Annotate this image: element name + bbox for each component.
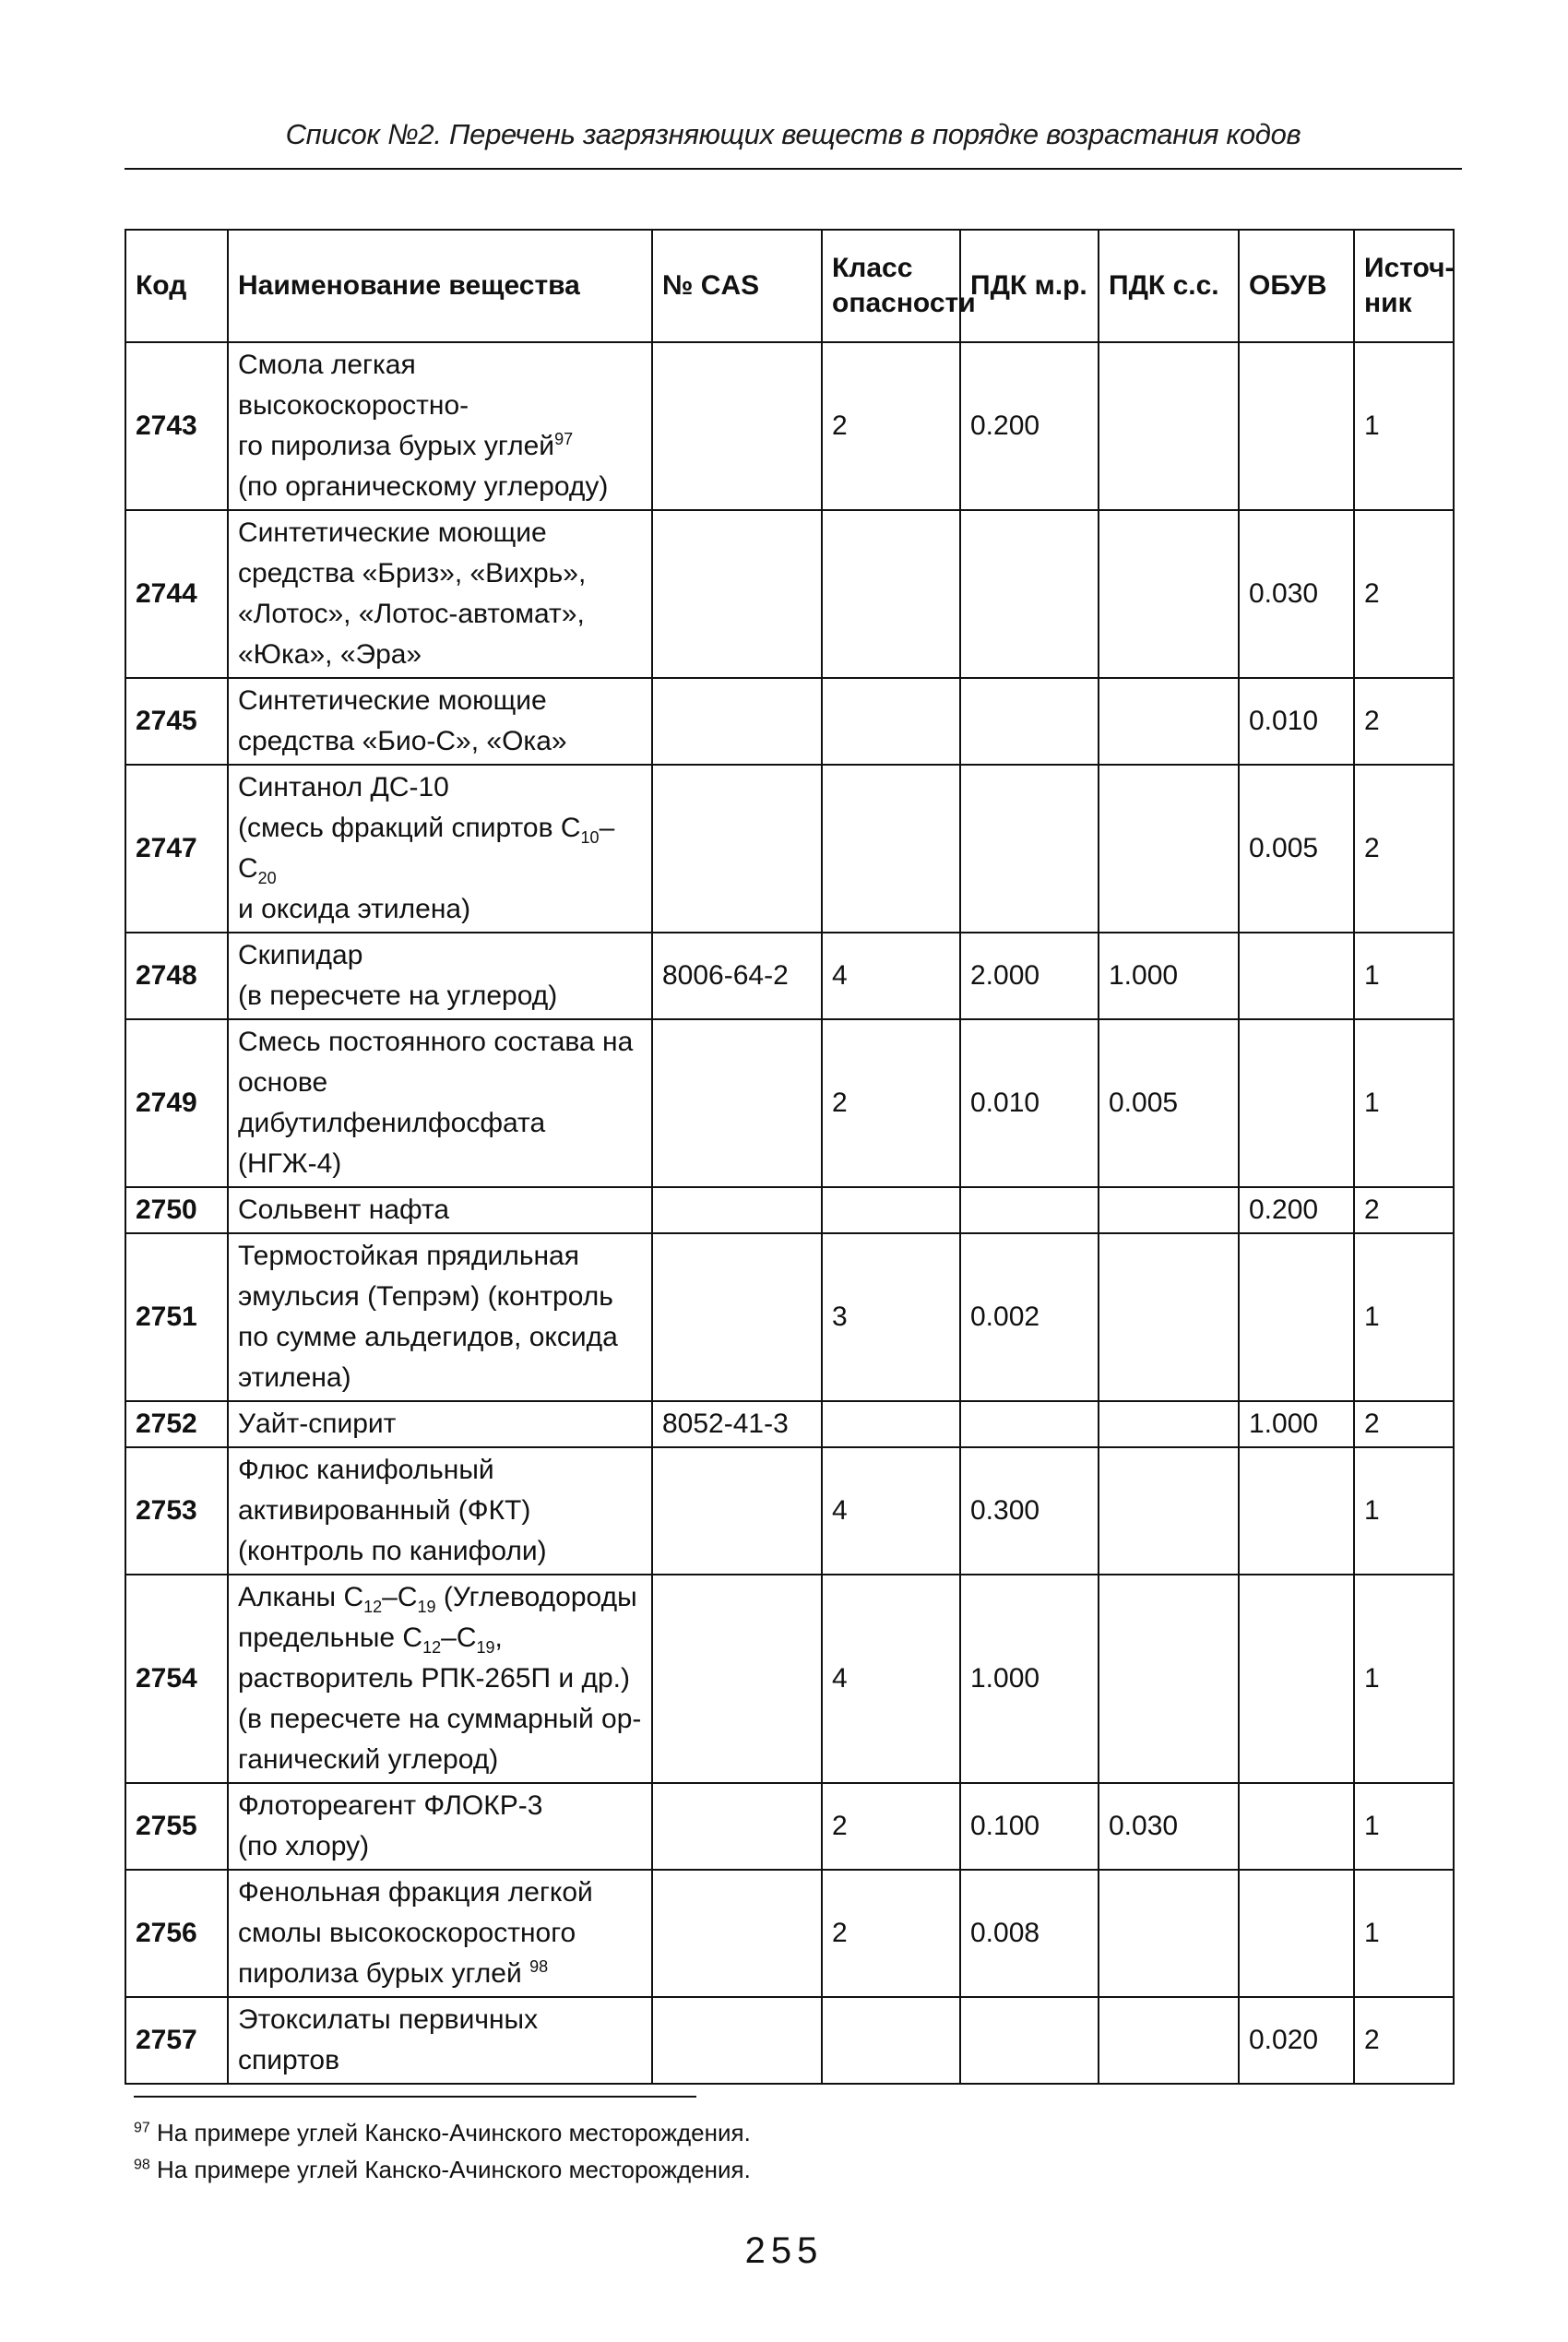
cell-obuv: 0.005 <box>1239 765 1354 933</box>
cell-source: 1 <box>1354 342 1454 510</box>
cell-cas <box>652 1233 822 1401</box>
cell-substance-name: Сольвент нафта <box>228 1187 652 1233</box>
pollutants-table <box>125 229 1455 2085</box>
cell-pdk-mr <box>960 510 1099 678</box>
cell-source: 1 <box>1354 1233 1454 1401</box>
cell-pdk-mr: 0.008 <box>960 1870 1099 1997</box>
cell-code: 2751 <box>125 1233 228 1401</box>
table-row <box>125 1575 1454 1783</box>
table-row <box>125 765 1454 933</box>
cell-source: 1 <box>1354 1870 1454 1997</box>
table-row <box>125 678 1454 765</box>
cell-substance-name: Синтетические моющие средства «Био-С», «Ока» <box>228 678 652 765</box>
cell-code: 2749 <box>125 1019 228 1187</box>
cell-substance-name: Смесь постоянного состава на основе дибутилфенилфосфата (НГЖ-4) <box>228 1019 652 1187</box>
cell-source: 1 <box>1354 933 1454 1019</box>
cell-source: 2 <box>1354 1997 1454 2084</box>
cell-code: 2753 <box>125 1447 228 1575</box>
cell-hazard-class: 3 <box>822 1233 960 1401</box>
cell-source: 2 <box>1354 1401 1454 1447</box>
cell-cas <box>652 1870 822 1997</box>
cell-code: 2756 <box>125 1870 228 1997</box>
cell-cas: 8006-64-2 <box>652 933 822 1019</box>
cell-code: 2755 <box>125 1783 228 1870</box>
cell-pdk-mr: 2.000 <box>960 933 1099 1019</box>
cell-obuv: 0.020 <box>1239 1997 1354 2084</box>
cell-cas <box>652 765 822 933</box>
cell-hazard-class: 2 <box>822 1019 960 1187</box>
table-row <box>125 933 1454 1019</box>
cell-pdk-ss: 0.005 <box>1099 1019 1239 1187</box>
cell-pdk-ss <box>1099 678 1239 765</box>
cell-pdk-ss <box>1099 1187 1239 1233</box>
cell-hazard-class <box>822 765 960 933</box>
cell-substance-name: Флюс канифольный активированный (ФКТ) (контроль по канифоли) <box>228 1447 652 1575</box>
cell-obuv <box>1239 1447 1354 1575</box>
cell-obuv: 0.200 <box>1239 1187 1354 1233</box>
cell-source: 1 <box>1354 1019 1454 1187</box>
cell-obuv <box>1239 933 1354 1019</box>
cell-cas <box>652 1575 822 1783</box>
cell-pdk-ss <box>1099 1870 1239 1997</box>
cell-pdk-ss <box>1099 342 1239 510</box>
cell-pdk-ss <box>1099 1575 1239 1783</box>
cell-source: 2 <box>1354 678 1454 765</box>
cell-code: 2745 <box>125 678 228 765</box>
cell-source: 2 <box>1354 1187 1454 1233</box>
cell-hazard-class <box>822 1401 960 1447</box>
cell-substance-name: Синтетические моющие средства «Бриз», «Вихрь», «Лотос», «Лотос-автомат», «Юка», «Эра» <box>228 510 652 678</box>
cell-substance-name: Алканы $С_{12}-С_{19}$ (Углеводороды предельные $С_{12}-С_{19}$, растворитель РПК-265П и др.) (в пересчете на суммарный ор- ганический углерод) <box>228 1575 652 1783</box>
table-row <box>125 1447 1454 1575</box>
cell-cas <box>652 1447 822 1575</box>
cell-pdk-mr <box>960 1997 1099 2084</box>
cell-pdk-mr: 0.200 <box>960 342 1099 510</box>
cell-cas <box>652 510 822 678</box>
cell-obuv <box>1239 1019 1354 1187</box>
header-code: Код <box>125 230 228 342</box>
table-row <box>125 510 1454 678</box>
footnote-97: $^{97}$ На примере углей Канско-Ачинского месторождения. <box>134 2119 751 2146</box>
cell-code: 2748 <box>125 933 228 1019</box>
cell-obuv <box>1239 342 1354 510</box>
cell-code: 2752 <box>125 1401 228 1447</box>
table-row <box>125 342 1454 510</box>
cell-pdk-mr: 0.100 <box>960 1783 1099 1870</box>
cell-source: 1 <box>1354 1447 1454 1575</box>
cell-pdk-mr <box>960 1401 1099 1447</box>
cell-hazard-class: 4 <box>822 1575 960 1783</box>
table-row <box>125 1019 1454 1187</box>
cell-substance-name: Уайт-спирит <box>228 1401 652 1447</box>
cell-code: 2744 <box>125 510 228 678</box>
header-obuv: ОБУВ <box>1239 230 1354 342</box>
cell-obuv: 0.010 <box>1239 678 1354 765</box>
cell-cas <box>652 1187 822 1233</box>
cell-pdk-mr: 0.300 <box>960 1447 1099 1575</box>
cell-substance-name: Этоксилаты первичных спиртов <box>228 1997 652 2084</box>
footnotes <box>134 2114 751 2188</box>
cell-code: 2750 <box>125 1187 228 1233</box>
cell-hazard-class <box>822 1187 960 1233</box>
footnote-rule <box>134 2096 696 2098</box>
table-row <box>125 1187 1454 1233</box>
header-pdk-mr: ПДК м.р. <box>960 230 1099 342</box>
cell-hazard-class: 4 <box>822 1447 960 1575</box>
cell-cas <box>652 678 822 765</box>
cell-obuv <box>1239 1575 1354 1783</box>
cell-pdk-mr: 0.002 <box>960 1233 1099 1401</box>
cell-substance-name: Синтанол ДС-10 (смесь фракций спиртов $С_{10}-С_{20}$ и оксида этилена) <box>228 765 652 933</box>
cell-pdk-ss <box>1099 1997 1239 2084</box>
cell-hazard-class <box>822 510 960 678</box>
cell-pdk-ss <box>1099 765 1239 933</box>
header-hazard-class: Класс опасности <box>822 230 960 342</box>
footnote-98: $^{98}$ На примере углей Канско-Ачинского месторождения. <box>134 2156 751 2183</box>
cell-obuv: 0.030 <box>1239 510 1354 678</box>
cell-pdk-mr <box>960 765 1099 933</box>
cell-pdk-ss <box>1099 510 1239 678</box>
cell-pdk-mr: 0.010 <box>960 1019 1099 1187</box>
cell-pdk-ss: 0.030 <box>1099 1783 1239 1870</box>
cell-pdk-mr <box>960 678 1099 765</box>
cell-code: 2743 <box>125 342 228 510</box>
header-pdk-ss: ПДК с.с. <box>1099 230 1239 342</box>
cell-substance-name: Скипидар (в пересчете на углерод) <box>228 933 652 1019</box>
table-row <box>125 1870 1454 1997</box>
table-row <box>125 1783 1454 1870</box>
cell-hazard-class: 2 <box>822 1783 960 1870</box>
cell-pdk-mr <box>960 1187 1099 1233</box>
cell-obuv <box>1239 1233 1354 1401</box>
page-number: 255 <box>744 2230 824 2271</box>
cell-pdk-ss: 1.000 <box>1099 933 1239 1019</box>
table-row <box>125 1401 1454 1447</box>
cell-cas <box>652 1783 822 1870</box>
cell-hazard-class: 4 <box>822 933 960 1019</box>
header-cas: № CAS <box>652 230 822 342</box>
cell-source: 2 <box>1354 765 1454 933</box>
cell-hazard-class: 2 <box>822 342 960 510</box>
cell-obuv: 1.000 <box>1239 1401 1354 1447</box>
header-rule <box>125 168 1462 170</box>
cell-pdk-mr: 1.000 <box>960 1575 1099 1783</box>
table-header-row <box>125 230 1454 342</box>
cell-hazard-class: 2 <box>822 1870 960 1997</box>
header-name: Наименование вещества <box>228 230 652 342</box>
cell-pdk-ss <box>1099 1401 1239 1447</box>
cell-source: 1 <box>1354 1783 1454 1870</box>
cell-code: 2754 <box>125 1575 228 1783</box>
cell-substance-name: Термостойкая прядильная эмульсия (Тепрэм) (контроль по сумме альдегидов, оксида этилена) <box>228 1233 652 1401</box>
cell-cas <box>652 1997 822 2084</box>
cell-obuv <box>1239 1783 1354 1870</box>
header-source: Источ-ник <box>1354 230 1454 342</box>
cell-substance-name: Смола легкая высокоскоростно- го пиролиза бурых углей$^{97}$ (по органическому углероду) <box>228 342 652 510</box>
cell-source: 2 <box>1354 510 1454 678</box>
table-row <box>125 1233 1454 1401</box>
table-body <box>125 342 1454 2084</box>
running-head: Список №2. Перечень загрязняющих веществ в порядке возрастания кодов <box>285 118 1301 150</box>
cell-substance-name: Флотореагент ФЛОКР-3 (по хлору) <box>228 1783 652 1870</box>
cell-code: 2747 <box>125 765 228 933</box>
cell-obuv <box>1239 1870 1354 1997</box>
cell-pdk-ss <box>1099 1233 1239 1401</box>
cell-hazard-class <box>822 678 960 765</box>
cell-substance-name: Фенольная фракция легкой смолы высокоскоростного пиролиза бурых углей $^{98}$ <box>228 1870 652 1997</box>
cell-cas <box>652 342 822 510</box>
cell-source: 1 <box>1354 1575 1454 1783</box>
cell-hazard-class <box>822 1997 960 2084</box>
cell-code: 2757 <box>125 1997 228 2084</box>
cell-pdk-ss <box>1099 1447 1239 1575</box>
cell-cas: 8052-41-3 <box>652 1401 822 1447</box>
table-row <box>125 1997 1454 2084</box>
cell-cas <box>652 1019 822 1187</box>
